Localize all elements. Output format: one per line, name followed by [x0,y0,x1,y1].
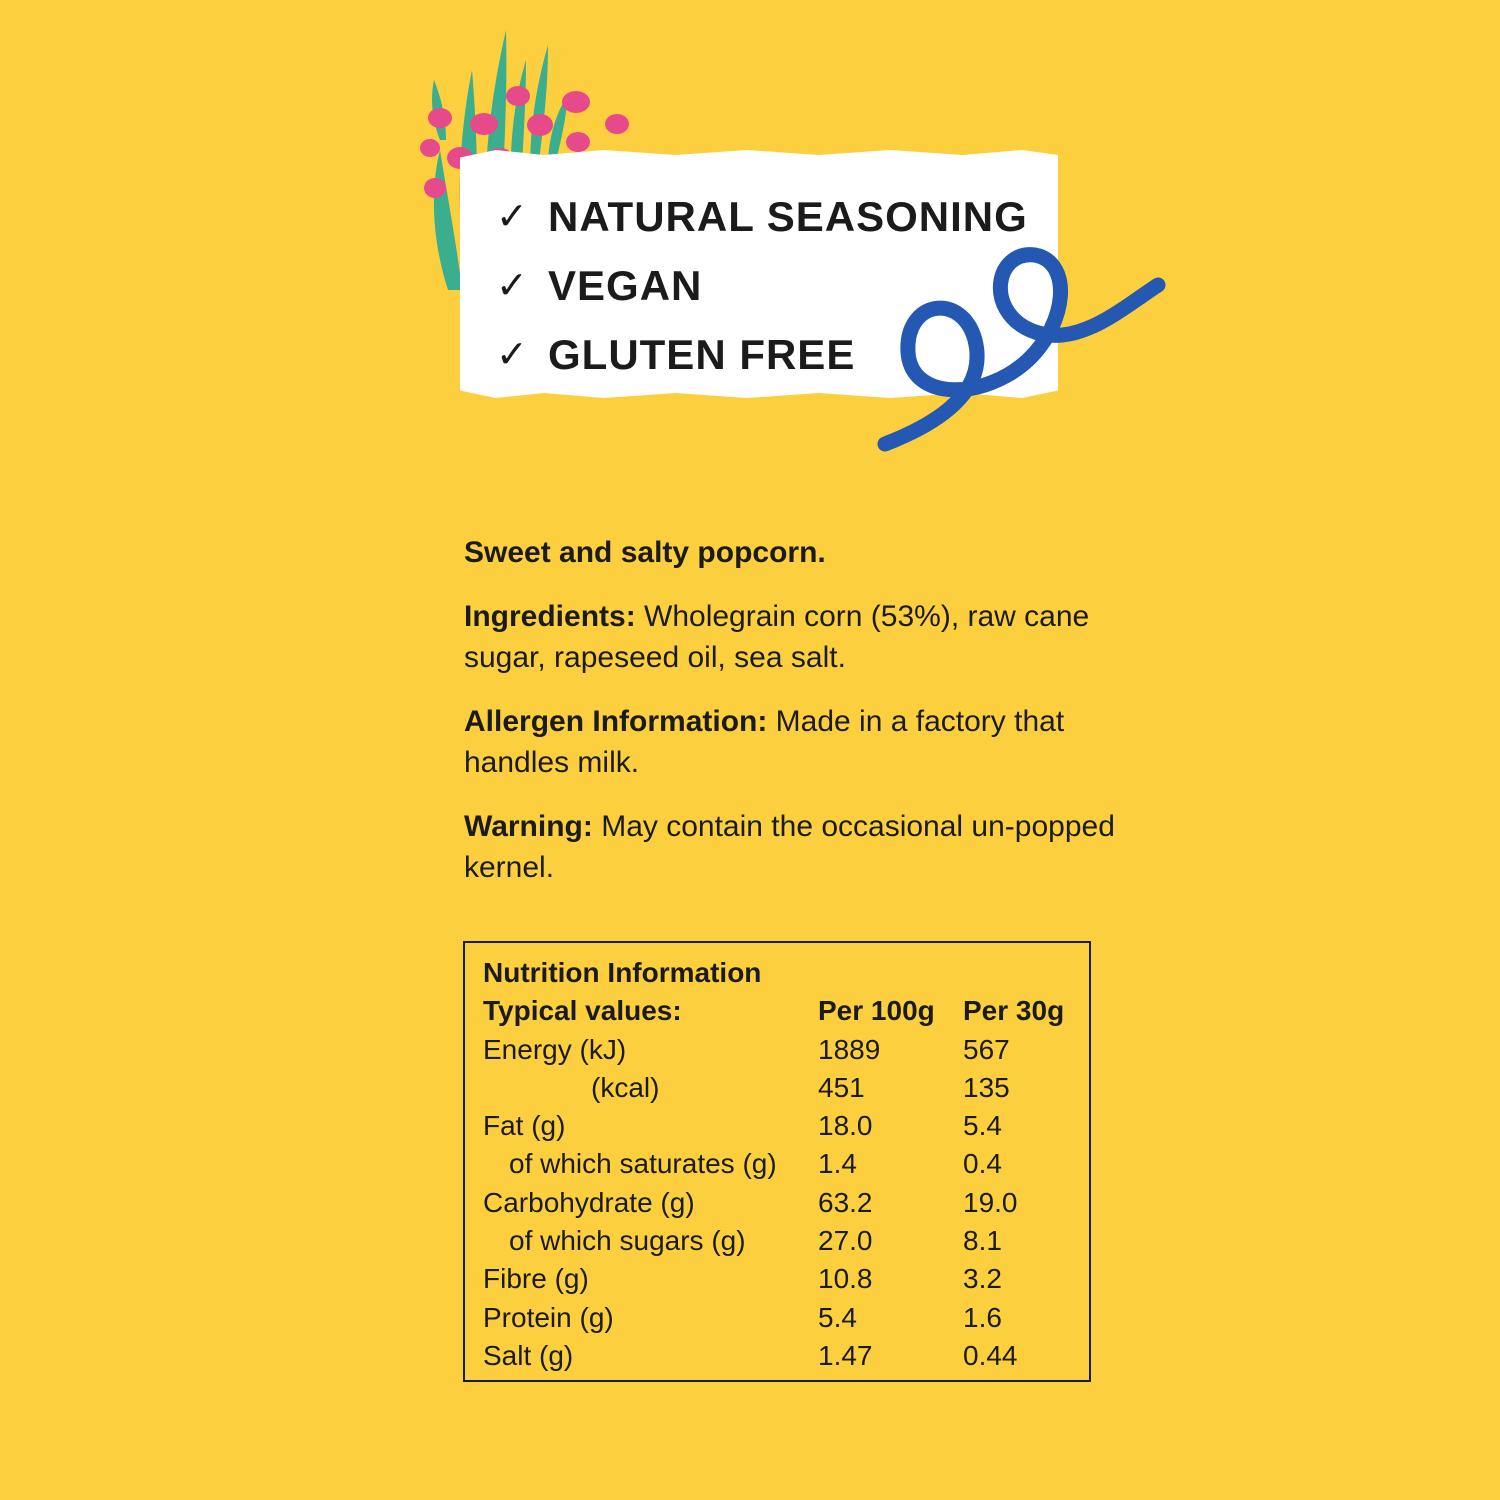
nutrition-table [463,941,1091,1382]
check-icon: ✓ [496,334,529,376]
table-row: of which sugars (g) 27.0 8.1 [509,1225,1002,1257]
table-row: Fat (g) 18.0 5.4 [483,1110,1002,1142]
table-row: Energy (kJ) 1889 567 [483,1033,1010,1065]
table-row: Fibre (g) 10.8 3.2 [483,1263,1002,1295]
table-row: (kcal) 451 135 [591,1071,1010,1103]
nutrition-header-row: Typical values: Per 100g Per 30g [483,995,1065,1027]
table-row: Salt (g) 1.47 0.44 [483,1339,1018,1371]
warning-text: May contain the occasional un-popped kernel. [464,810,1115,884]
check-icon: ✓ [496,196,529,238]
allergen-label: Allergen Information: [464,705,768,738]
ingredients-text: Wholegrain corn (53%), raw cane sugar, rapeseed oil, sea salt. [464,600,1090,674]
ingredients-label: Ingredients: [464,600,636,633]
product-info [464,532,1144,911]
allergen-text: Made in a factory that handles milk. [464,705,1065,779]
nutrition-title: Nutrition Information [483,957,762,988]
claim-label: NATURAL SEASONING [548,192,1028,240]
warning-label: Warning: [464,810,593,843]
table-row: of which saturates (g) 1.4 0.4 [509,1148,1002,1180]
claim-label: GLUTEN FREE [548,330,856,378]
table-row: Carbohydrate (g) 63.2 19.0 [483,1186,1018,1218]
check-icon: ✓ [496,265,529,307]
table-row: Protein (g) 5.4 1.6 [483,1301,1002,1333]
product-description: Sweet and salty popcorn. [464,536,826,569]
ingredients-paragraph [464,596,1144,678]
warning-paragraph [464,806,1144,888]
allergen-paragraph [464,701,1144,783]
claim-label: VEGAN [548,261,703,309]
